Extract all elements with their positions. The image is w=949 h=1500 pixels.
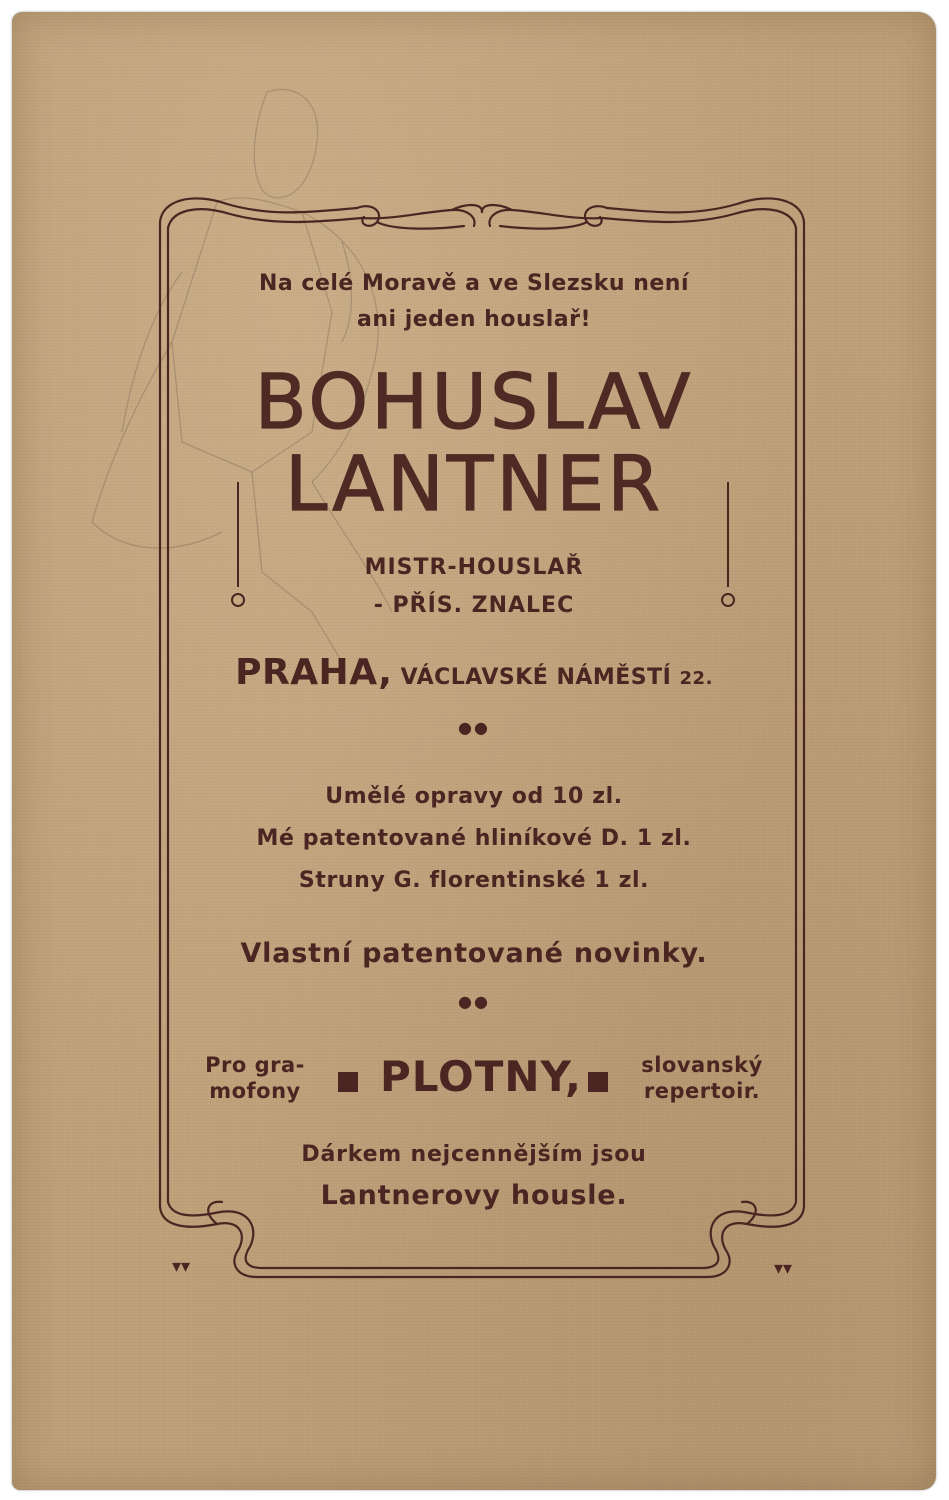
records-left-line-2: mofony — [209, 1079, 301, 1103]
price-line-1: Umělé opravy od 10 zl. — [325, 784, 623, 809]
title-line-2: - PŘÍS. ZNALEC — [373, 593, 575, 618]
intro-line-1: Na celé Moravě a ve Slezsku není — [259, 271, 689, 296]
address-street: VÁCLAVSKÉ NÁMĚSTÍ — [400, 665, 672, 690]
address-city: PRAHA, — [235, 652, 393, 693]
records-left-line-1: Pro gra- — [205, 1053, 305, 1077]
square-bullet-left — [338, 1072, 358, 1092]
records-title: PLOTNY, — [380, 1052, 582, 1101]
separator-dots-1: ●● — [458, 718, 490, 737]
booklet-back-cover — [12, 12, 936, 1490]
gift-line-2: Lantnerovy housle. — [320, 1180, 628, 1211]
intro-line-2: ani jeden houslař! — [357, 307, 591, 332]
address-line — [12, 652, 936, 693]
novelty-line: Vlastní patentované novinky. — [240, 938, 708, 969]
ornamental-frame — [12, 12, 936, 1490]
records-right-line-1: slovanský — [641, 1053, 763, 1077]
separator-dots-2: ●● — [458, 992, 490, 1011]
price-line-3: Struny G. florentinské 1 zl. — [298, 868, 650, 893]
records-right-line-2: repertoir. — [643, 1079, 761, 1103]
corner-mark-right: ▾▾ — [774, 1258, 793, 1279]
address-number: 22. — [679, 668, 713, 689]
records-left-text — [190, 1052, 320, 1104]
maker-last-name: LANTNER — [284, 439, 664, 528]
maker-first-name: BOHUSLAV — [254, 357, 694, 446]
gift-line-1: Dárkem nejcennějším jsou — [301, 1142, 647, 1167]
corner-mark-left: ▾▾ — [172, 1256, 191, 1277]
records-right-text — [624, 1052, 780, 1104]
title-line-1: MISTR-HOUSLAŘ — [364, 555, 584, 580]
square-bullet-right — [588, 1072, 608, 1092]
price-line-2: Mé patentované hliníkové D. 1 zl. — [256, 826, 692, 851]
